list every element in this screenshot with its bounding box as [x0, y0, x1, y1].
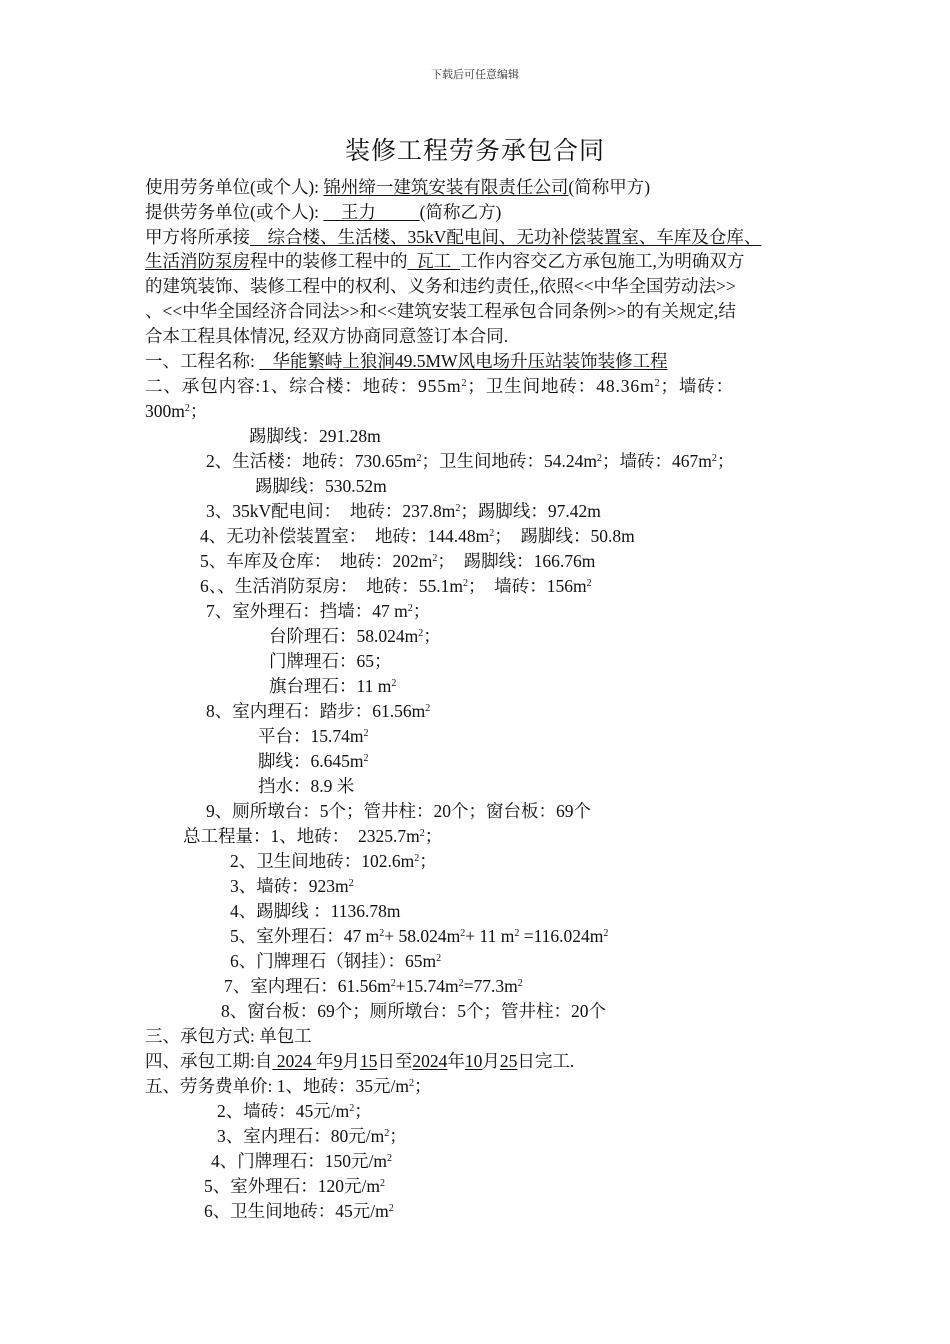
- header-note: 下载后可任意编辑: [431, 69, 519, 81]
- sq-mark: 2: [460, 928, 466, 939]
- price-text: ；: [354, 1101, 372, 1121]
- scope-line-5: 踢脚线：530.52m: [255, 476, 387, 496]
- party-a-suffix: (简称甲方): [568, 177, 651, 197]
- party-a-value: 锦州缔一建筑安装有限责任公司: [323, 177, 569, 197]
- party-b-label: 提供劳务单位(或个人):: [145, 202, 324, 222]
- scope-text: ； 踢脚线：166.76m: [437, 551, 596, 571]
- duration-text: 日至: [377, 1051, 413, 1071]
- scope-text: ； 踢脚线：50.8m: [494, 526, 635, 546]
- total-text: +15.74m: [395, 976, 459, 996]
- intro-line-2: [145, 249, 744, 273]
- intro-mid: 程中的装修工程中的: [250, 251, 408, 271]
- scope-line-11: [269, 624, 441, 648]
- scope-text: ；: [412, 601, 431, 621]
- total-line-8: 8、窗台板：69个；厕所墩台：5个；管井柱：20个: [221, 1001, 606, 1021]
- price-text: 五、劳务费单价: 1、地砖：35元/m: [145, 1076, 409, 1096]
- total-line-5: [230, 924, 608, 948]
- sq-mark: 2: [390, 978, 396, 989]
- price-line-2: [217, 1099, 372, 1123]
- sq-mark: 2: [419, 828, 425, 839]
- scope-text: ；踢脚线：97.42m: [460, 501, 601, 521]
- intro-prefix: 甲方将所承接: [145, 227, 250, 247]
- total-text: + 58.024m: [384, 926, 461, 946]
- scope-text: 7、室外理石：挡墙：47 m: [206, 601, 408, 621]
- scope-line-12: 门牌理石：65；: [269, 651, 392, 671]
- sq-mark: 2: [416, 453, 422, 464]
- scope-text: 平台：15.74m: [258, 726, 364, 746]
- sq-mark: 2: [391, 678, 397, 689]
- duration-text: 年: [316, 1051, 334, 1071]
- start-month: 9: [333, 1051, 343, 1071]
- scope-line-17: 挡水：8.9 米: [258, 776, 355, 796]
- scope-text: ；卫生间地砖：48.36m: [467, 376, 655, 396]
- sq-mark: 2: [418, 628, 424, 639]
- price-text: 5、室外理石：120元/m: [204, 1176, 380, 1196]
- scope-text: ；: [423, 626, 441, 646]
- sq-mark: 2: [407, 603, 413, 614]
- sq-mark: 2: [348, 878, 354, 889]
- price-text: ；: [389, 1126, 407, 1146]
- sq-mark: 2: [388, 1203, 394, 1214]
- sq-mark: 2: [514, 928, 520, 939]
- total-text: =77.3m: [463, 976, 518, 996]
- section-4-duration: [145, 1049, 574, 1073]
- sq-mark: 2: [463, 578, 468, 589]
- total-text: =116.024m: [519, 926, 604, 946]
- sq-mark: 2: [436, 953, 442, 964]
- price-text: ；: [413, 1076, 432, 1096]
- sq-mark: 2: [586, 578, 592, 589]
- project-name-value: 华能繁峙上狼涧49.5MW风电场升压站装饰装修工程: [259, 351, 668, 371]
- scope-text: ；: [189, 401, 208, 421]
- price-text: 2、墙砖：45元/m: [217, 1101, 350, 1121]
- scope-text: ； 墙砖：156m: [468, 576, 587, 596]
- sq-mark: 2: [425, 703, 431, 714]
- scope-text: 台阶理石：58.024m: [269, 626, 419, 646]
- scope-line-1: [145, 374, 734, 398]
- party-a-label: 使用劳务单位(或个人):: [145, 177, 324, 197]
- scope-line-14: [206, 699, 430, 723]
- scope-line-7: [200, 524, 635, 548]
- total-line-1: [183, 824, 442, 848]
- scope-text: 脚线：6.645m: [258, 751, 364, 771]
- price-line-6: [204, 1199, 394, 1223]
- scope-text: 二、承包内容:1、综合楼：地砖：955m: [145, 376, 462, 396]
- sq-mark: 2: [711, 453, 717, 464]
- scope-line-2: [145, 399, 207, 423]
- scope-text: 旗台理石：11 m: [269, 676, 392, 696]
- sq-mark: 2: [384, 1128, 390, 1139]
- scope-line-10: [206, 599, 430, 623]
- duration-text: 月: [342, 1051, 360, 1071]
- sq-mark: 2: [414, 853, 420, 864]
- party-b-line: [145, 200, 501, 224]
- duration-text: 月: [482, 1051, 500, 1071]
- sq-mark: 2: [458, 978, 464, 989]
- sq-mark: 2: [363, 753, 369, 764]
- party-b-suffix: (简称乙方): [419, 202, 502, 222]
- scope-text: 5、车库及仓库： 地砖：202m: [200, 551, 433, 571]
- intro-line-1: [145, 225, 761, 249]
- total-text: + 11 m: [465, 926, 515, 946]
- sq-mark: 2: [349, 1103, 355, 1114]
- scope-text: 6、、生活消防泵房： 地砖：55.1m: [200, 576, 463, 596]
- scope-line-13: [269, 674, 396, 698]
- duration-text: 四、承包工期:自: [145, 1051, 273, 1071]
- scope-text: 3、35kV配电间： 地砖：237.8m: [206, 501, 456, 521]
- scope-line-8: [200, 549, 595, 573]
- sq-mark: 2: [363, 728, 369, 739]
- scope-text: 4、无功补偿装置室： 地砖：144.48m: [200, 526, 490, 546]
- intro-line-4: 、<<中华全国经济合同法>>和<<建筑安装工程承包合同条例>>的有关规定,结: [145, 301, 736, 321]
- price-line-4: [211, 1149, 392, 1173]
- total-text: ；: [419, 851, 437, 871]
- sq-mark: 2: [489, 528, 495, 539]
- price-line-1: [145, 1074, 431, 1098]
- intro-scope-cont: 生活消防泵房: [145, 251, 250, 271]
- party-a-line: [145, 175, 650, 199]
- sq-mark: 2: [379, 928, 385, 939]
- total-line-2: [230, 849, 437, 873]
- price-line-3: [217, 1124, 407, 1148]
- section-3-contract-mode: 三、承包方式: 单包工: [145, 1026, 312, 1046]
- price-text: 4、门牌理石：150元/m: [211, 1151, 387, 1171]
- intro-rest: 工作内容交乙方承包施工,为明确双方: [460, 251, 745, 271]
- sq-mark: 2: [461, 378, 468, 389]
- scope-line-4: [206, 449, 734, 473]
- sq-mark: 2: [432, 553, 438, 564]
- intro-scope: 综合楼、生活楼、35kV配电间、无功补偿装置室、车库及仓库、: [250, 227, 762, 247]
- scope-text: 2、生活楼：地砖：730.65m: [206, 451, 417, 471]
- total-text: 3、墙砖：923m: [230, 876, 349, 896]
- start-year: 2024: [272, 1051, 317, 1071]
- duration-text: 日完工.: [517, 1051, 575, 1071]
- intro-trade: 瓦工: [407, 251, 460, 271]
- total-line-3: [230, 874, 354, 898]
- total-text: 2、卫生间地砖：102.6m: [230, 851, 415, 871]
- end-year: 2024: [412, 1051, 448, 1071]
- total-line-4: 4、踢脚线 ：1136.78m: [230, 901, 401, 921]
- project-name-label: 一、工程名称:: [145, 351, 260, 371]
- duration-text: 年: [447, 1051, 465, 1071]
- scope-line-3: 踢脚线：291.28m: [249, 426, 381, 446]
- sq-mark: 2: [379, 1178, 385, 1189]
- sq-mark: 2: [184, 403, 190, 414]
- scope-text: ；: [716, 451, 735, 471]
- scope-line-16: [258, 749, 369, 773]
- scope-text: ；卫生间地砖：54.24m: [421, 451, 597, 471]
- price-line-5: [204, 1174, 385, 1198]
- price-text: 3、室内理石：80元/m: [217, 1126, 385, 1146]
- sq-mark: 2: [386, 1153, 392, 1164]
- sq-mark: 2: [597, 453, 602, 464]
- sq-mark: 2: [517, 978, 523, 989]
- sq-mark: 2: [455, 503, 461, 514]
- total-text: 5、室外理石：47 m: [230, 926, 380, 946]
- scope-text: 8、室内理石：踏步：61.56m: [206, 701, 426, 721]
- total-text: 总工程量：1、地砖： 2325.7m: [183, 826, 420, 846]
- sq-mark: 2: [408, 1078, 414, 1089]
- total-text: 6、门牌理石（钢挂）：65m: [230, 951, 437, 971]
- scope-line-9: [200, 574, 592, 598]
- scope-text: ；墙砖：467m: [602, 451, 712, 471]
- sq-mark: 2: [603, 928, 609, 939]
- page-title: 装修工程劳务承包合同: [344, 138, 605, 165]
- section-1-project-name: [145, 349, 668, 373]
- end-month: 10: [464, 1051, 483, 1071]
- total-text: ；: [424, 826, 443, 846]
- intro-line-3: 的建筑装饰、装修工程中的权利、义务和违约责任,,依照<<中华全国劳动法>>: [145, 276, 736, 296]
- total-text: 7、室内理石：61.56m: [224, 976, 391, 996]
- price-text: 6、卫生间地砖：45元/m: [204, 1201, 389, 1221]
- scope-text: 300m: [145, 401, 185, 421]
- total-line-7: [224, 974, 523, 998]
- sq-mark: 2: [654, 378, 661, 389]
- start-day: 15: [359, 1051, 378, 1071]
- scope-line-6: [206, 499, 601, 523]
- scope-line-15: [258, 724, 369, 748]
- total-line-6: [230, 949, 441, 973]
- intro-line-5: 合本工程具体情况, 经双方协商同意签订本合同.: [145, 326, 509, 346]
- scope-line-18: 9、厕所墩台：5个；管井柱：20个；窗台板：69个: [206, 801, 591, 821]
- scope-text: ；墙砖：: [660, 376, 735, 396]
- party-b-value: 王力: [323, 202, 420, 222]
- end-day: 25: [499, 1051, 518, 1071]
